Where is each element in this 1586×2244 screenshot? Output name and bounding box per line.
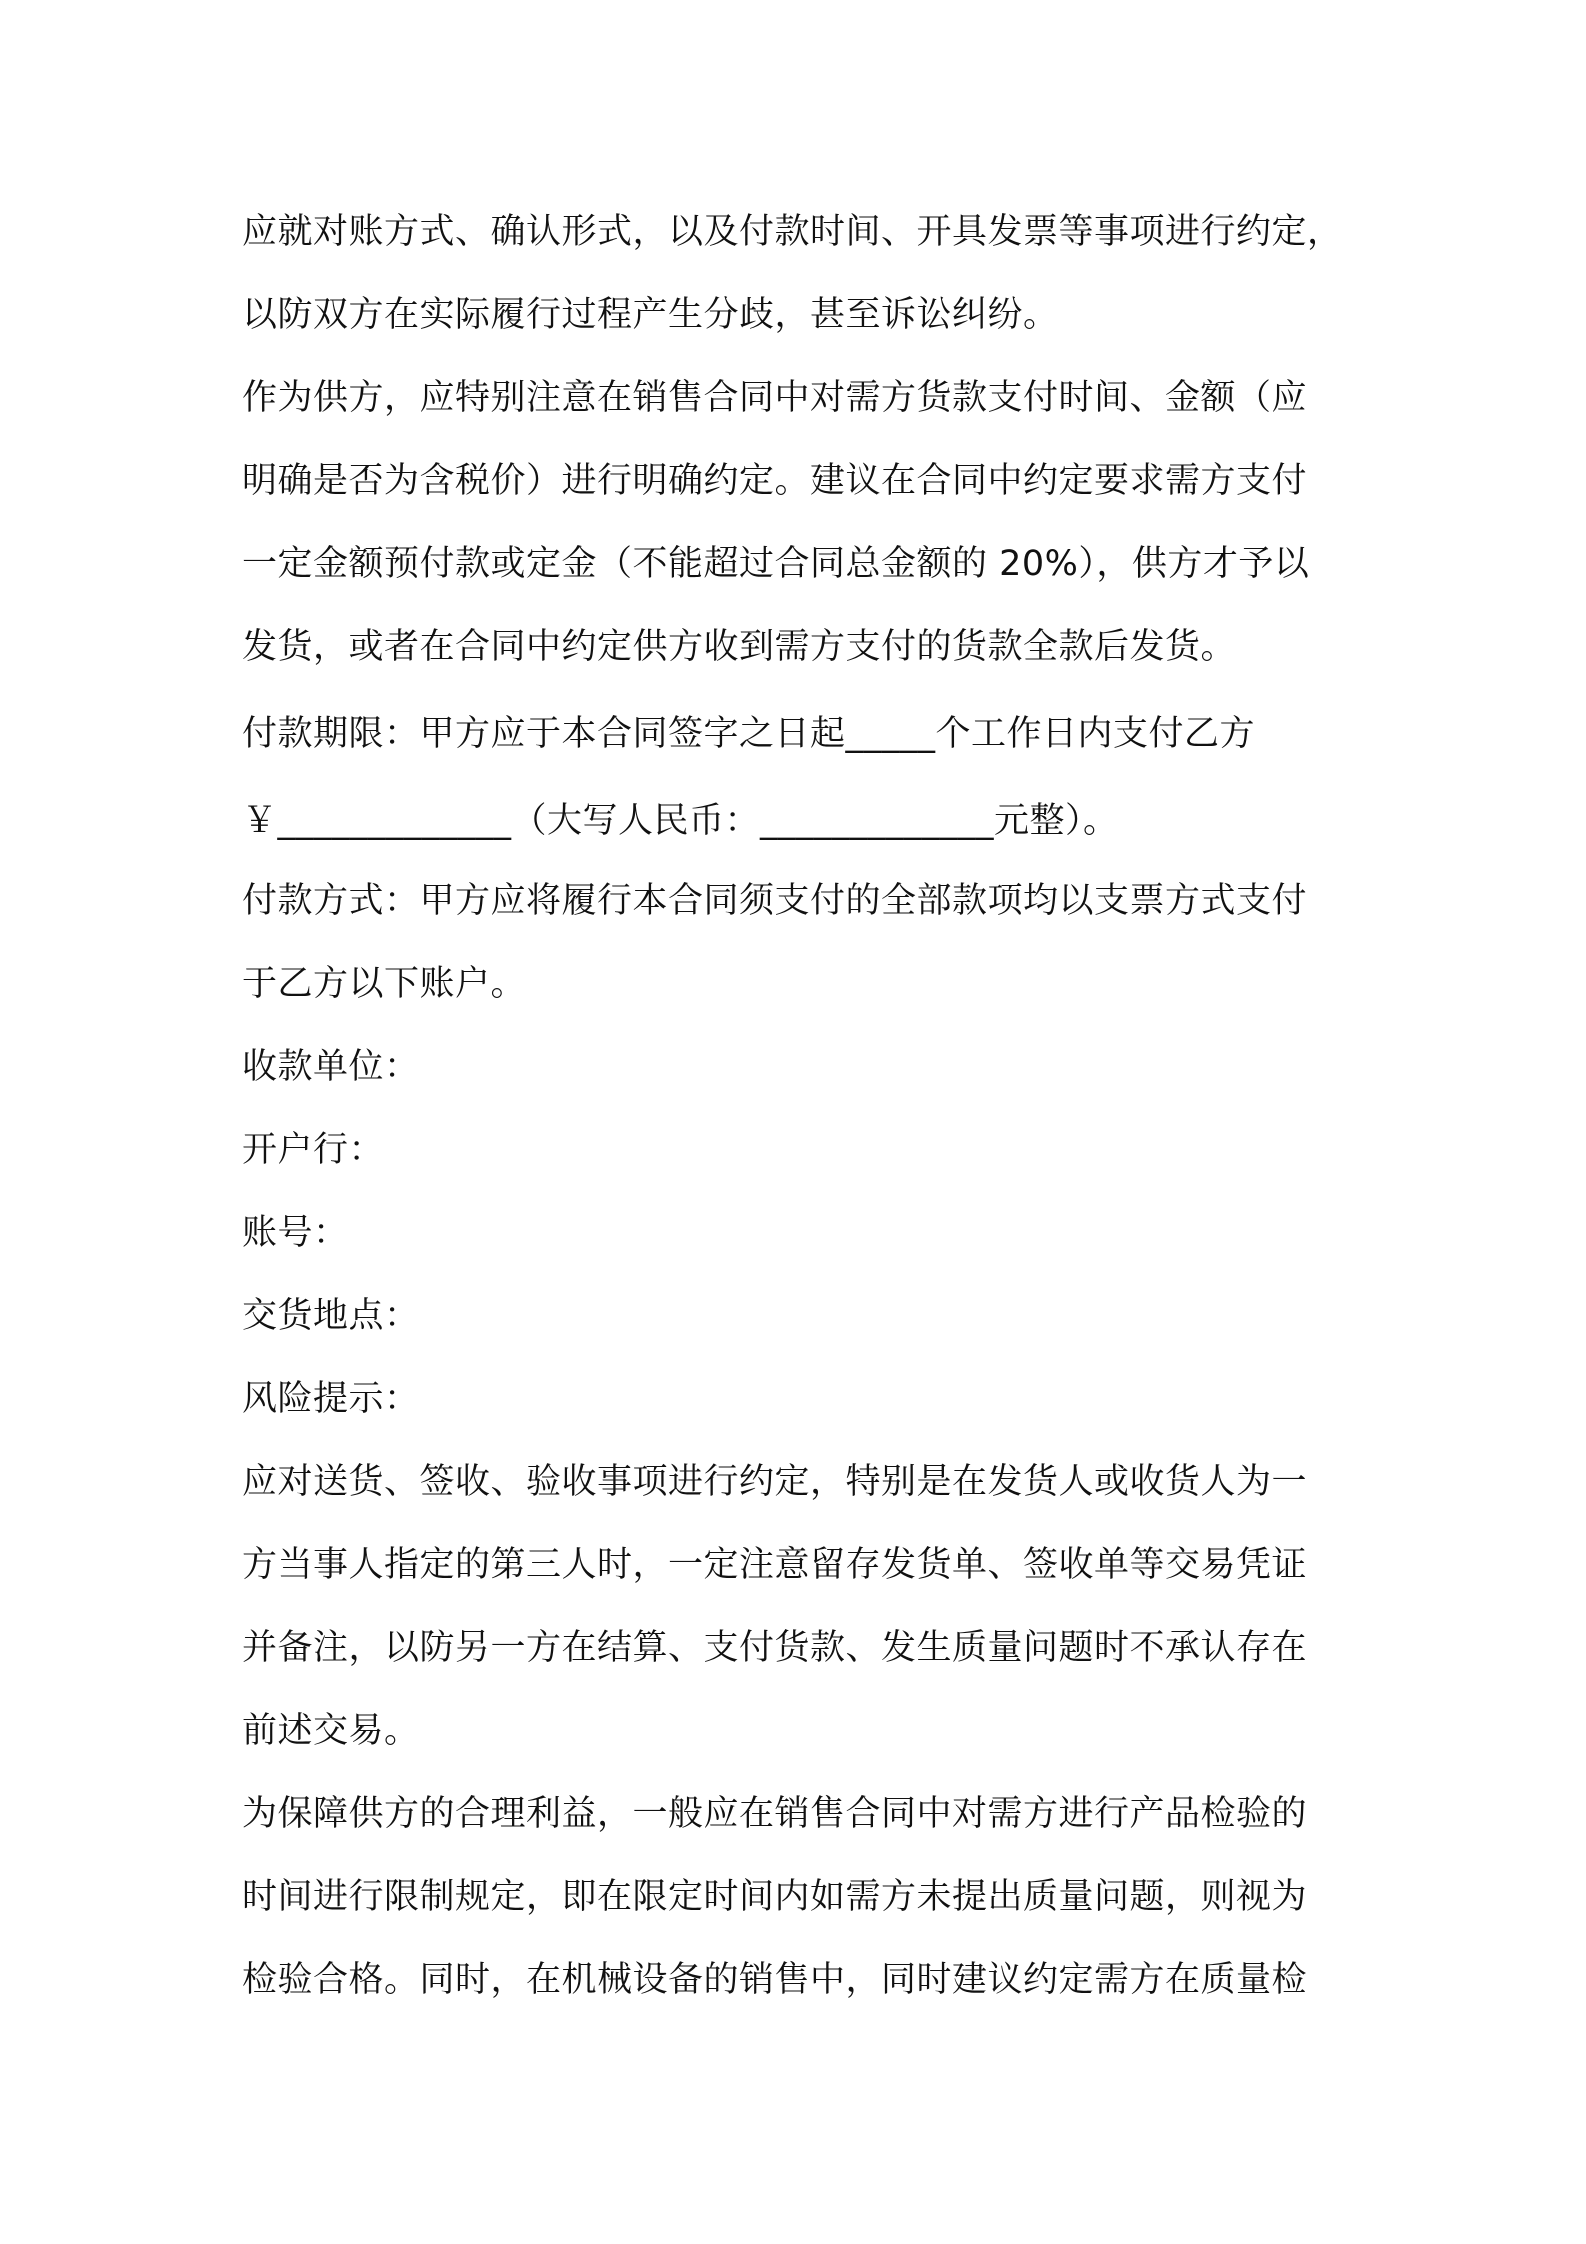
risk-notice-heading: 风险提示： [242,1379,420,1419]
paragraph-line: 应对送货、签收、验收事项进行约定，特别是在发货人或收货人为一 [242,1462,1308,1502]
paragraph-line: 应就对账方式、确认形式，以及付款时间、开具发票等事项进行约定， [242,212,1343,252]
paragraph-line: 并备注，以防另一方在结算、支付货款、发生质量问题时不承认存在 [242,1628,1308,1668]
paragraph-line: 为保障供方的合理利益，一般应在销售合同中对需方进行产品检验的 [242,1794,1308,1834]
paragraph-line: 作为供方，应特别注意在销售合同中对需方货款支付时间、金额（应 [242,378,1308,418]
paragraph-line: 一定金额预付款或定金（不能超过合同总金额的 20%），供方才予以 [242,544,1310,584]
payment-method-line: 于乙方以下账户。 [242,964,527,1004]
paragraph-line: 以防双方在实际履行过程产生分歧，甚至诉讼纠纷。 [242,295,1059,335]
paragraph-line: 前述交易。 [242,1711,420,1751]
paragraph-line: 检验合格。同时，在机械设备的销售中，同时建议约定需方在质量检 [242,1960,1308,2000]
bank-label: 开户行： [242,1130,385,1170]
paragraph-line: 方当事人指定的第三人时，一定注意留存发货单、签收单等交易凭证 [242,1545,1308,1585]
payment-method-line: 付款方式：甲方应将履行本合同须支付的全部款项均以支票方式支付 [242,881,1308,921]
payment-amount-line: ￥_____________（大写人民币：_____________元整）。 [242,801,1119,841]
paragraph-line: 发货，或者在合同中约定供方收到需方支付的货款全款后发货。 [242,627,1237,667]
account-label: 账号： [242,1213,349,1253]
payment-term-line: 付款期限：甲方应于本合同签字之日起_____个工作日内支付乙方 [242,714,1256,754]
paragraph-line: 时间进行限制规定，即在限定时间内如需方未提出质量问题，则视为 [242,1877,1308,1917]
payee-label: 收款单位： [242,1047,420,1087]
delivery-location-label: 交货地点： [242,1296,420,1336]
paragraph-line: 明确是否为含税价）进行明确约定。建议在合同中约定要求需方支付 [242,461,1308,501]
